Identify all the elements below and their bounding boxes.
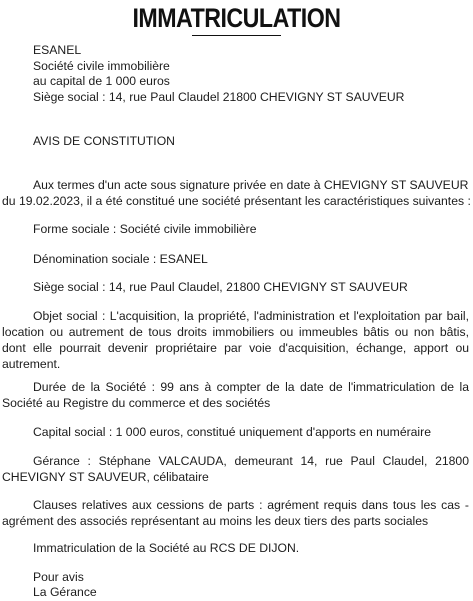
closing-pour-avis: Pour avis — [33, 570, 84, 584]
denomination-sociale: Dénomination sociale : ESANEL — [33, 252, 208, 266]
closing-gerance: La Gérance — [33, 585, 97, 599]
company-name: ESANEL — [33, 43, 82, 57]
gerance-text: Gérance : Stéphane VALCAUDA, demeurant 14, rue Paul Claudel, 21800 CHEVIGNY ST SAUVEUR, célibataire — [2, 454, 469, 484]
objet-social-text: Objet social : L'acquisition, la propriété, l'administration et l'exploitation par bail, location ou autrement de tous droits immobiliers ou immeubles bâtis ou non bâtis, dont elle pourrait devenir propriétaire par voie d'acquisition, échange, apport ou autrement. — [2, 309, 469, 371]
notice-heading: AVIS DE CONSTITUTION — [33, 134, 175, 148]
company-capital: au capital de 1 000 euros — [33, 74, 170, 88]
duree-paragraph — [2, 379, 469, 411]
forme-sociale: Forme sociale : Société civile immobilière — [33, 222, 257, 236]
company-seat: Siège social : 14, rue Paul Claudel 21800 CHEVIGNY ST SAUVEUR — [33, 90, 405, 104]
clauses-text: Clauses relatives aux cessions de parts : agrément requis dans tous les cas - agrément des associés représentant au moins les deux tiers des parts sociales — [2, 498, 469, 528]
immatriculation-rcs: Immatriculation de la Société au RCS DE DIJON. — [33, 541, 300, 555]
siege-social: Siège social : 14, rue Paul Claudel, 21800 CHEVIGNY ST SAUVEUR — [33, 280, 408, 294]
title-underline — [192, 35, 281, 36]
notice-title: IMMATRICULATION — [132, 3, 341, 33]
capital-social: Capital social : 1 000 euros, constitué uniquement d'apports en numéraire — [33, 425, 431, 439]
objet-social-paragraph — [2, 308, 469, 372]
company-form: Société civile immobilière — [33, 59, 170, 73]
intro-line-1: Aux termes d'un acte sous signature privée en date à CHEVIGNY ST SAUVEUR — [33, 178, 469, 192]
duree-text: Durée de la Société : 99 ans à compter de la date de l'immatriculation de la Société au Registre du commerce et des sociétés — [2, 380, 469, 410]
gerance-paragraph — [2, 453, 469, 485]
intro-line-2: du 19.02.2023, il a été constitué une société présentant les caractéristiques suivantes : — [2, 194, 471, 208]
clauses-paragraph — [2, 497, 469, 529]
